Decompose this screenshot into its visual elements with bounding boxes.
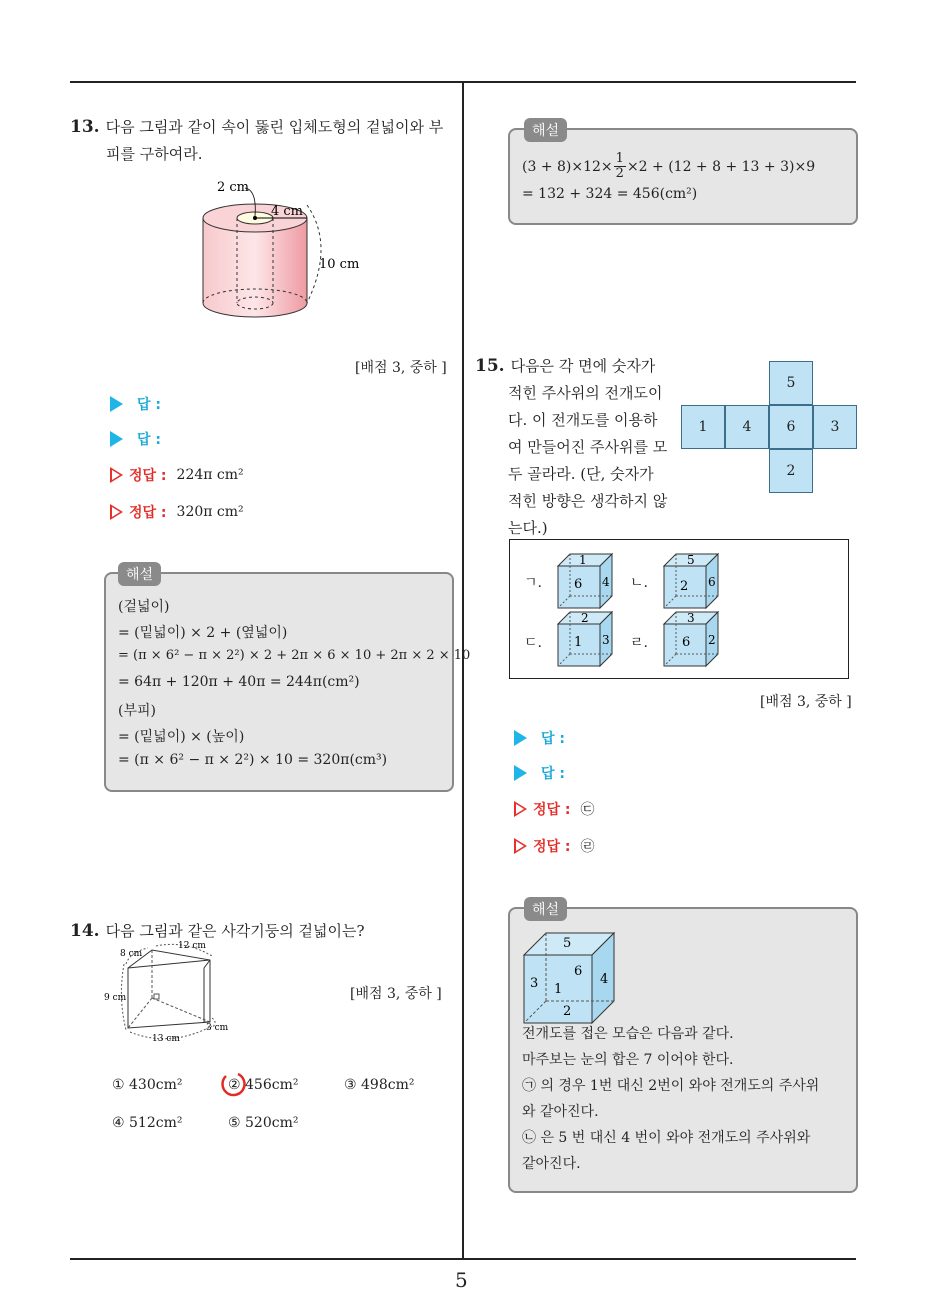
q13-question	[70, 114, 460, 168]
correct-label: 정답 :	[533, 802, 571, 818]
page-number: 5	[455, 1268, 468, 1292]
net-cell-center: 6	[769, 405, 813, 449]
filled-triangle-icon	[110, 396, 123, 412]
q13-hollow-cylinder-figure	[195, 175, 375, 335]
q15-text-line3: 여 만들어진 주사위를 모	[508, 438, 668, 456]
expl-cube-bottom: 2	[563, 1004, 572, 1019]
expl-cube-front: 1	[554, 982, 563, 997]
q15-score: [배점 3, 중하 ]	[760, 694, 852, 710]
q15-option-cube-b	[662, 552, 722, 612]
q15-option-cube-c	[556, 610, 616, 670]
q13-expl-line-1: = (밑넓이) × 2 + (옆넓이)	[118, 625, 288, 641]
q15-expl-line-2: ㉠ 의 경우 1번 대신 2번이 와야 전개도의 주사위	[522, 1078, 820, 1094]
q13-text-line2: 피를 구하여라.	[106, 145, 203, 163]
q14-fig-label-13cm: 13 cm	[152, 1034, 180, 1044]
q15-option-label-c: ㄷ.	[524, 635, 542, 651]
fraction-numerator: 1	[615, 151, 624, 166]
correct-label: 정답 :	[129, 505, 167, 521]
q15-option-cube-a	[556, 552, 616, 612]
cube-top-label: 1	[579, 553, 587, 567]
q13-expl-line-0: (겉넓이)	[118, 599, 170, 615]
q14-fig-label-3cm: 3 cm	[206, 1023, 229, 1033]
cube-front-label: 6	[574, 577, 583, 592]
cube-side-label: 3	[602, 633, 610, 647]
q14-fig-label-12cm: 12 cm	[178, 941, 206, 951]
cube-front-label: 2	[680, 579, 689, 594]
filled-triangle-icon	[110, 431, 123, 447]
outline-triangle-icon	[514, 838, 527, 854]
cube-top-label: 3	[687, 611, 695, 625]
q14-prism-figure	[100, 938, 240, 1046]
q15-expl-line-5: 같아진다.	[522, 1156, 581, 1172]
q13-answer-row-2	[110, 429, 161, 449]
fraction-denominator: 2	[615, 166, 624, 181]
q14-choice-1[interactable]: ① 430cm²	[112, 1077, 183, 1093]
q15-option-cube-d	[662, 610, 722, 670]
q13-correct-row-2	[110, 502, 244, 522]
q15-option-label-b: ㄴ.	[630, 575, 648, 591]
q15-answer-row-1	[514, 728, 565, 748]
q15-options-box	[509, 539, 849, 679]
net-cell-left2: 4	[725, 405, 769, 449]
q15-text-line4: 두 골라라. (단, 숫자가	[508, 465, 654, 483]
expl-cube-right: 4	[600, 972, 609, 987]
q13-fig-inner-label: 2 cm	[217, 180, 250, 195]
q15-question	[475, 353, 675, 542]
cube-front-label: 6	[682, 635, 691, 650]
bottom-rule	[70, 1258, 856, 1260]
q13-correct-value-1: 224π cm²	[176, 467, 244, 483]
q15-explanation-tag: 해설	[524, 897, 567, 921]
q13-correct-row-1	[110, 465, 244, 485]
q14-choice-2[interactable]: ② 456cm²	[228, 1077, 299, 1093]
q15-correct-row-1	[514, 799, 595, 819]
q14-fig-label-8cm: 8 cm	[120, 949, 143, 959]
answer-label: 답 :	[137, 432, 161, 448]
q14-expl-part-a: (3 + 8)×12×	[522, 158, 613, 175]
q15-answer-row-2	[514, 763, 565, 783]
outline-triangle-icon	[110, 467, 123, 483]
q14-expl-line-1	[522, 152, 815, 181]
outline-triangle-icon	[514, 801, 527, 817]
q13-fig-height-label: 10 cm	[319, 257, 360, 272]
q14-choice-5[interactable]: ⑤ 520cm²	[228, 1115, 299, 1131]
net-cell-top: 5	[769, 361, 813, 405]
q13-explanation-tag: 해설	[118, 562, 161, 586]
q14-explanation-box	[508, 123, 858, 225]
net-cell-left1: 1	[681, 405, 725, 449]
q15-text-line0: 다음은 각 면에 숫자가	[510, 357, 656, 375]
q14-number: 14.	[70, 921, 100, 941]
q15-option-label-d: ㄹ.	[630, 635, 648, 651]
q13-explanation-box	[104, 567, 471, 792]
q15-expl-line-1: 마주보는 눈의 합은 7 이어야 한다.	[522, 1052, 734, 1068]
q13-expl-line-4: (부피)	[118, 703, 156, 719]
q13-answer-row-1	[110, 394, 161, 414]
expl-cube-left: 3	[530, 976, 539, 991]
net-cell-right: 3	[813, 405, 857, 449]
answer-label: 답 :	[541, 766, 565, 782]
q15-expl-line-3: 와 같아진다.	[522, 1104, 599, 1120]
q13-expl-line-5: = (밑넓이) × (높이)	[118, 729, 245, 745]
q14-fig-label-9cm: 9 cm	[104, 993, 127, 1003]
q14-score: [배점 3, 중하 ]	[350, 986, 442, 1002]
q15-text-line2: 다. 이 전개도를 이용하	[508, 411, 658, 429]
answer-label: 답 :	[541, 731, 565, 747]
q14-expl-part-b: ×2 + (12 + 8 + 13 + 3)×9	[626, 158, 816, 175]
expl-cube-center: 6	[574, 964, 583, 979]
correct-label: 정답 :	[129, 468, 167, 484]
q15-expl-cube	[522, 931, 618, 1027]
cube-top-label: 2	[581, 611, 589, 625]
q15-text-line5: 적힌 방향은 생각하지 않	[508, 492, 668, 510]
q15-expl-line-4: ㉡ 은 5 번 대신 4 번이 와야 전개도의 주사위와	[522, 1130, 811, 1146]
q15-expl-line-0: 전개도를 접은 모습은 다음과 같다.	[522, 1026, 734, 1042]
q13-expl-line-3: = 64π + 120π + 40π = 244π(cm²)	[118, 674, 360, 690]
cube-side-label: 4	[602, 575, 610, 589]
correct-label: 정답 :	[533, 839, 571, 855]
q14-expl-line-2: = 132 + 324 = 456(cm²)	[522, 186, 698, 202]
q15-correct-value-2: ㉣	[580, 839, 595, 855]
q13-fig-outer-label: 4 cm	[271, 204, 304, 219]
q14-choice-3[interactable]: ③ 498cm²	[344, 1077, 415, 1093]
cube-side-label: 6	[708, 575, 716, 589]
column-divider	[462, 82, 464, 1260]
q13-number: 13.	[70, 117, 100, 137]
q13-text-line1: 다음 그림과 같이 속이 뚫린 입체도형의 겉넓이와 부	[105, 118, 444, 136]
q15-option-label-a: ㄱ.	[524, 575, 542, 591]
q14-explanation-tag: 해설	[524, 118, 567, 142]
q15-correct-value-1: ㉢	[580, 802, 595, 818]
cube-front-label: 1	[574, 635, 583, 650]
answer-label: 답 :	[137, 397, 161, 413]
q13-expl-line-2: = (π × 6² − π × 2²) × 2 + 2π × 6 × 10 + 2π × 2 × 10	[118, 648, 471, 663]
filled-triangle-icon	[514, 765, 527, 781]
cube-top-label: 5	[687, 553, 695, 567]
q15-number: 15.	[475, 356, 505, 376]
selected-circle-icon	[218, 1070, 248, 1100]
q15-text-line1: 적힌 주사위의 전개도이	[508, 384, 663, 402]
filled-triangle-icon	[514, 730, 527, 746]
cube-side-label: 2	[708, 633, 716, 647]
q13-correct-value-2: 320π cm²	[176, 504, 244, 520]
q13-expl-line-6: = (π × 6² − π × 2²) × 10 = 320π(cm³)	[118, 752, 388, 768]
q15-text-line6: 는다.)	[508, 519, 548, 537]
expl-cube-top: 5	[563, 936, 572, 951]
outline-triangle-icon	[110, 504, 123, 520]
q15-correct-row-2	[514, 836, 595, 856]
q14-choice-4[interactable]: ④ 512cm²	[112, 1115, 183, 1131]
q14-text: 다음 그림과 같은 사각기둥의 겉넓이는?	[105, 922, 365, 940]
net-cell-bottom: 2	[769, 449, 813, 493]
fraction	[614, 152, 626, 181]
q13-score: [배점 3, 중하 ]	[355, 360, 447, 376]
q15-explanation-box	[508, 902, 858, 1193]
